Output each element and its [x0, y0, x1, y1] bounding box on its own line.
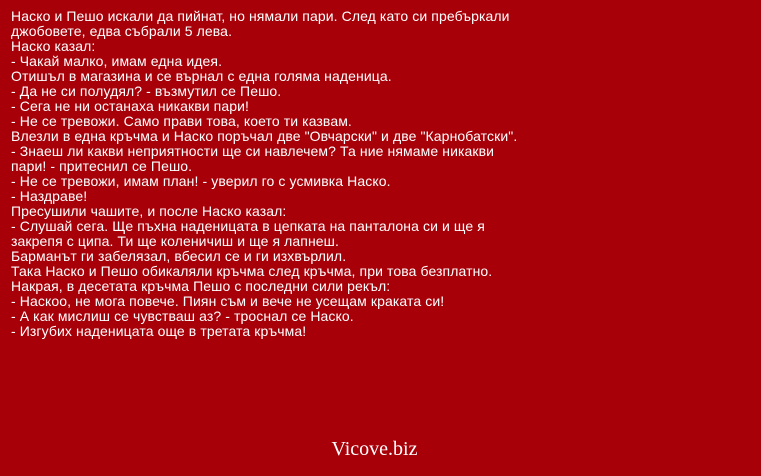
joke-line: - А как мислиш се чувстваш аз? - троснал се Наско.: [11, 308, 354, 324]
joke-line: - Не се тревожи. Само прави това, което ти казвам.: [11, 113, 352, 129]
joke-line: Така Наско и Пешо обикаляли кръчма след кръчма, при това безплатно.: [11, 263, 493, 279]
joke-line: - Сега не ни останаха никакви пари!: [11, 98, 250, 114]
site-watermark: Vicove.biz: [331, 438, 418, 460]
joke-text-block: [11, 9, 751, 339]
joke-line: Накрая, в десетата кръчма Пешо с последни сили рекъл:: [11, 278, 391, 294]
joke-line: - Знаеш ли какви неприятности ще си навлечем? Та ние нямаме никакви: [11, 143, 495, 159]
joke-line: закрепя с ципа. Ти ще коленичиш и ще я лапнеш.: [11, 233, 340, 249]
joke-line: Отишъл в магазина и се върнал с една голяма наденица.: [11, 68, 392, 84]
joke-line: - Не се тревожи, имам план! - уверил го с усмивка Наско.: [11, 173, 391, 189]
joke-line: Наско и Пешо искали да пийнат, но нямали пари. След като си пребъркали: [11, 8, 510, 24]
joke-line: - Чакай малко, имам една идея.: [11, 53, 223, 69]
joke-line: - Наздраве!: [11, 188, 88, 204]
joke-line: джобовете, едва събрали 5 лева.: [11, 23, 233, 39]
joke-line: - Наскоо, не мога повече. Пиян съм и вече не усещам краката си!: [11, 293, 445, 309]
joke-line: Барманът ги забелязал, вбесил се и ги изхвърлил.: [11, 248, 347, 264]
joke-line: пари! - притеснил се Пешо.: [11, 158, 193, 174]
joke-line: - Да не си полудял? - възмутил се Пешо.: [11, 83, 282, 99]
joke-line: Влезли в една кръчма и Наско поръчал две "Овчарски" и две "Карнобатски".: [11, 128, 518, 144]
joke-line: - Слушай сега. Ще пъхна наденицата в цепката на панталона си и ще я: [11, 218, 485, 234]
joke-line: - Изгубих наденицата още в третата кръчма!: [11, 323, 307, 339]
joke-line: Наско казал:: [11, 38, 96, 54]
joke-line: Пресушили чашите, и после Наско казал:: [11, 203, 287, 219]
